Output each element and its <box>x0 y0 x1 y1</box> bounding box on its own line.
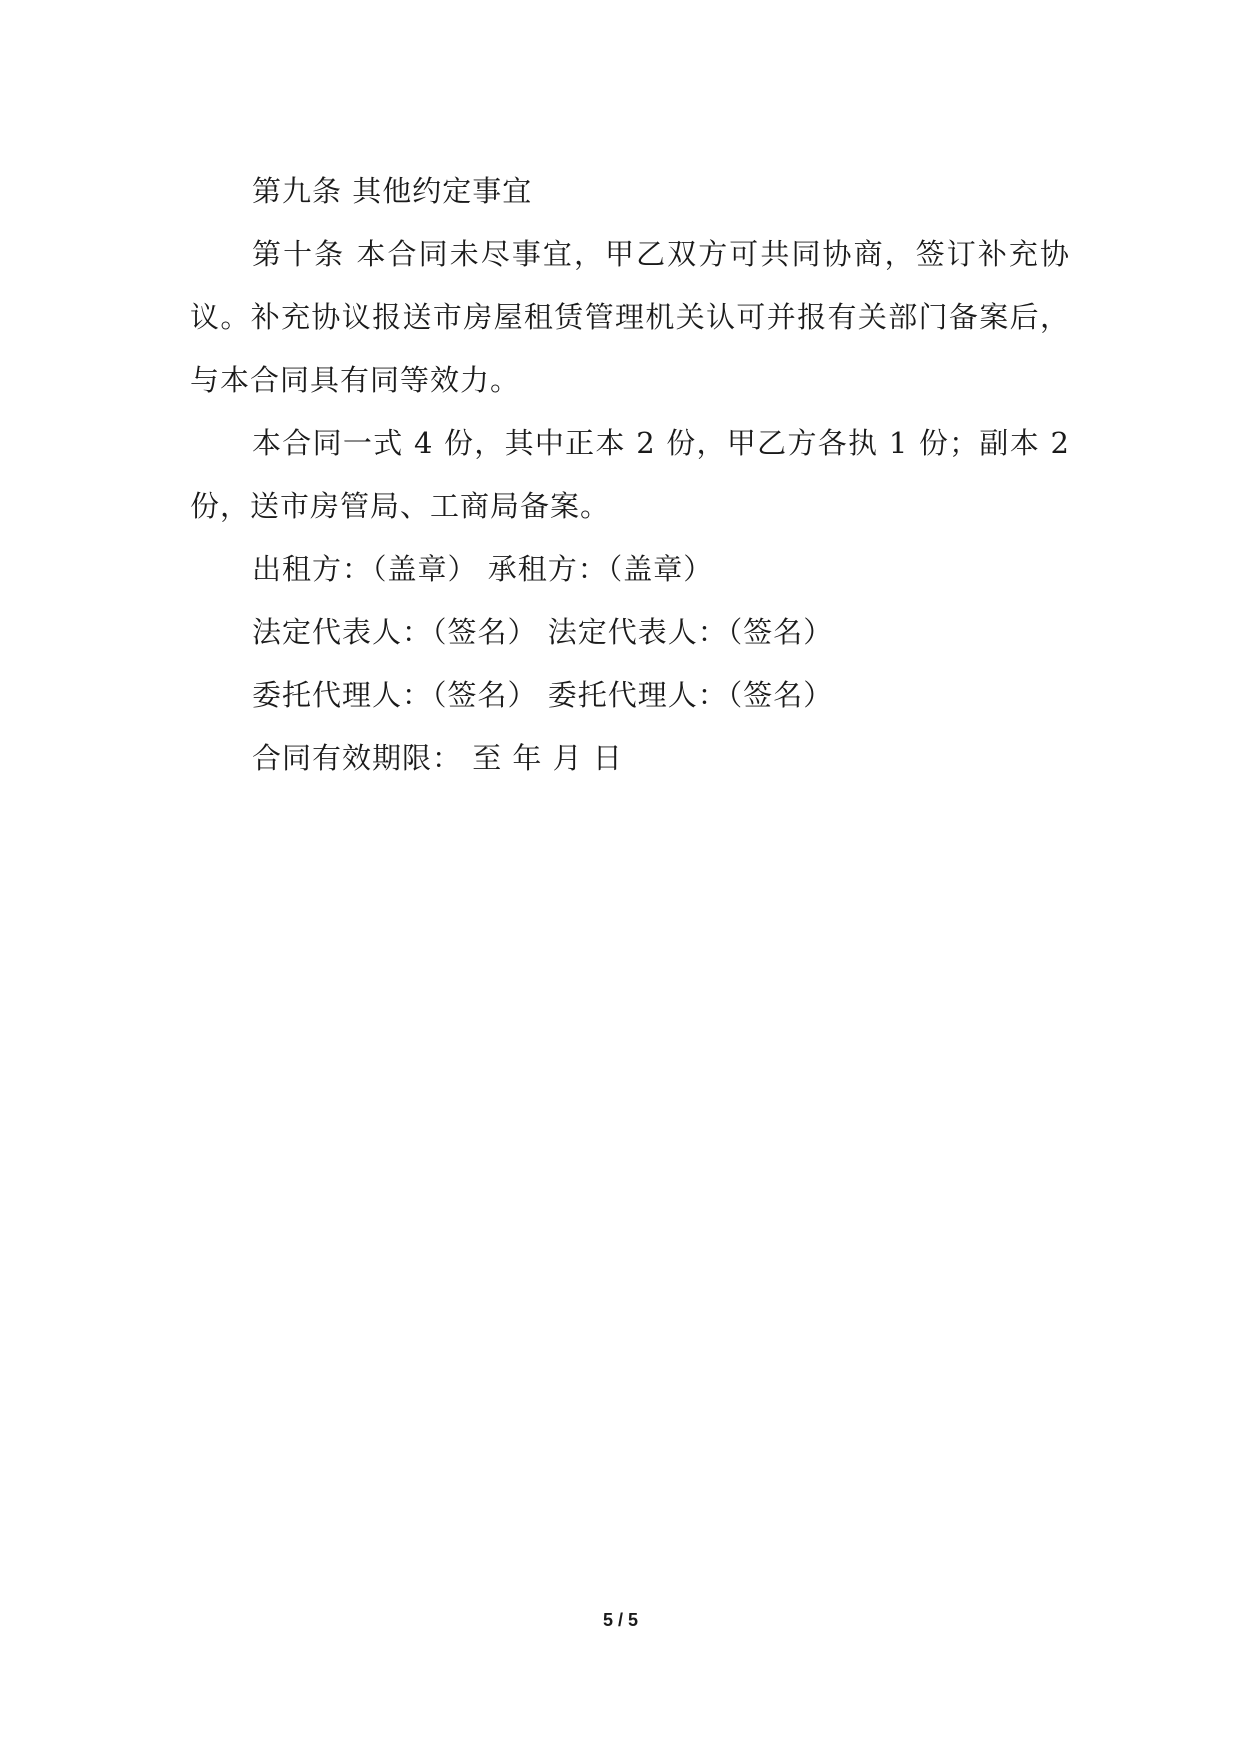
copies-statement: 本合同一式 4 份，其中正本 2 份，甲乙方各执 1 份；副本 2 份，送市房管局、工商局备案。 <box>190 426 1070 523</box>
document-body <box>190 160 1070 790</box>
clause-nine: 第九条 其他约定事宜 <box>252 174 533 208</box>
party-seal-line: 出租方：（盖章） 承租方：（盖章） <box>252 552 714 586</box>
clause-ten: 第十条 本合同未尽事宜，甲乙双方可共同协商，签订补充协议。补充协议报送市房屋租赁管理机关认可并报有关部门备案后，与本合同具有同等效力。 <box>190 237 1070 397</box>
page-number: 5 / 5 <box>602 1610 639 1630</box>
authorized-agent-line: 委托代理人：（签名） 委托代理人：（签名） <box>252 678 834 712</box>
legal-representative-line: 法定代表人：（签名） 法定代表人：（签名） <box>252 615 834 649</box>
contract-validity-line: 合同有效期限： 至 年 月 日 <box>252 741 623 775</box>
